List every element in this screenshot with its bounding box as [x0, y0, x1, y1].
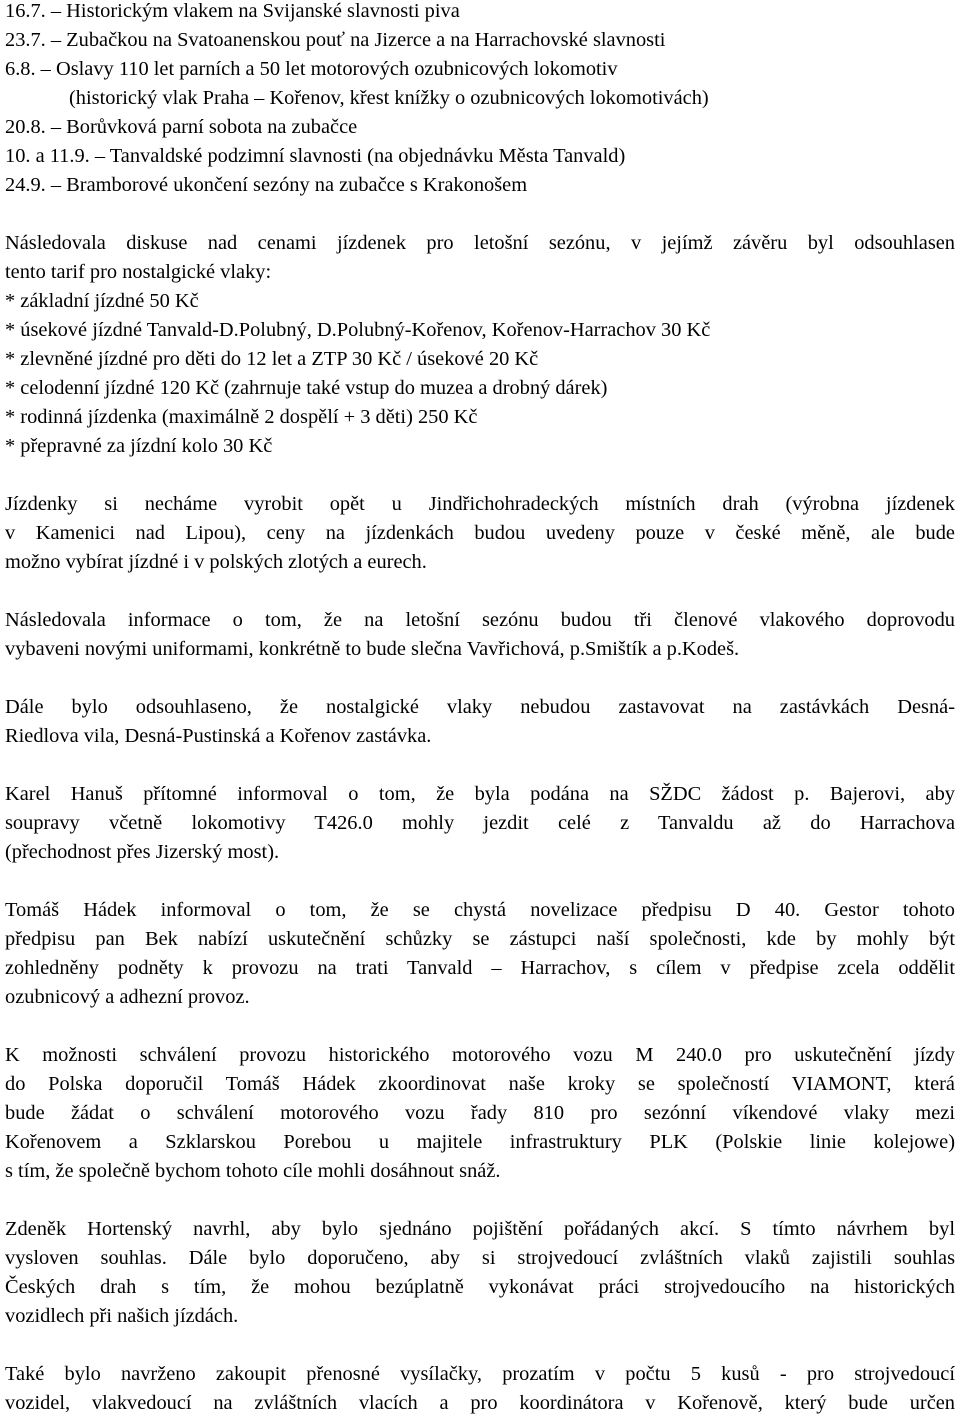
paragraph-line: zohledněny podněty k provozu na trati Tanvald – Harrachov, s cílem v předpise zcela oddělit	[5, 957, 955, 979]
paragraph-line: Zdeněk Hortenský navrhl, aby bylo sjednáno pojištění pořádaných akcí. S tímto návrhem byl	[5, 1218, 955, 1240]
event-item: 20.8. – Borůvková parní sobota na zubačce	[5, 116, 358, 138]
paragraph-line: v Kamenici nad Lipou), ceny na jízdenkách budou uvedeny pouze v české měně, ale bude	[5, 522, 955, 544]
paragraph-line: Jízdenky si necháme vyrobit opět u Jindřichohradeckých místních drah (výrobna jízdenek	[5, 493, 955, 515]
paragraph-line: možno vybírat jízdné i v polských zlotých a eurech.	[5, 551, 427, 573]
paragraph-line: do Polska doporučil Tomáš Hádek zkoordinovat naše kroky se společností VIAMONT, která	[5, 1073, 955, 1095]
paragraph-line: vysloven souhlas. Dále bylo doporučeno, aby si strojvedoucí zvláštních vlaků zajistili souhlas	[5, 1247, 955, 1269]
paragraph-line: Karel Hanuš přítomné informoval o tom, že byla podána na SŽDC žádost p. Bajerovi, aby	[5, 783, 955, 805]
paragraph-line: Českých drah s tím, že mohou bezúplatně vykonávat práci strojvedoucího na historických	[5, 1276, 955, 1298]
paragraph-line: soupravy včetně lokomotivy T426.0 mohly jezdit celé z Tanvaldu až do Harrachova	[5, 812, 955, 834]
paragraph-line: předpisu pan Bek nabízí uskutečnění schůzky se zástupci naší společnosti, kde by mohly být	[5, 928, 955, 950]
event-item: 23.7. – Zubačkou na Svatoanenskou pouť na Jizerce a na Harrachovské slavnosti	[5, 29, 666, 51]
paragraph-line: bude žádat o schválení motorového vozu řady 810 pro sezónní víkendové vlaky mezi	[5, 1102, 955, 1124]
tariff-item: * zlevněné jízdné pro děti do 12 let a ZTP 30 Kč / úsekové 20 Kč	[5, 348, 539, 370]
tariff-intro-line: Následovala diskuse nad cenami jízdenek pro letošní sezónu, v jejímž závěru byl odsouhlasen	[5, 232, 955, 254]
tariff-intro-line: tento tarif pro nostalgické vlaky:	[5, 261, 272, 283]
event-item: 10. a 11.9. – Tanvaldské podzimní slavnosti (na objednávku Města Tanvald)	[5, 145, 626, 167]
paragraph-line: Tomáš Hádek informoval o tom, že se chystá novelizace předpisu D 40. Gestor tohoto	[5, 899, 955, 921]
paragraph-line: (přechodnost přes Jizerský most).	[5, 841, 280, 863]
paragraph-line: ozubnicový a adhezní provoz.	[5, 986, 250, 1008]
paragraph-line: vozidel, vlakvedoucí na zvláštních vlacích a pro koordinátora v Kořenově, který bude určen	[5, 1392, 955, 1414]
paragraph-line: Také bylo navrženo zakoupit přenosné vysílačky, prozatím v počtu 5 kusů - pro strojvedoucí	[5, 1363, 955, 1385]
tariff-item: * celodenní jízdné 120 Kč (zahrnuje také vstup do muzea a drobný dárek)	[5, 377, 608, 399]
tariff-item: * rodinná jízdenka (maximálně 2 dospělí + 3 děti) 250 Kč	[5, 406, 478, 428]
paragraph-line: Kořenovem a Szklarskou Porebou u majitele infrastruktury PLK (Polskie linie kolejowe)	[5, 1131, 955, 1153]
paragraph-line: s tím, že společně bychom tohoto cíle mohli dosáhnout snáž.	[5, 1160, 501, 1182]
tariff-item: * přepravné za jízdní kolo 30 Kč	[5, 435, 273, 457]
paragraph-line: Riedlova vila, Desná-Pustinská a Kořenov zastávka.	[5, 725, 432, 747]
event-item: 6.8. – Oslavy 110 let parních a 50 let motorových ozubnicových lokomotiv	[5, 58, 618, 80]
event-item: 16.7. – Historickým vlakem na Svijanské slavnosti piva	[5, 0, 460, 22]
paragraph-line: vozidlech při našich jízdách.	[5, 1305, 239, 1327]
paragraph-line: Dále bylo odsouhlaseno, že nostalgické vlaky nebudou zastavovat na zastávkách Desná-	[5, 696, 955, 718]
event-item: 24.9. – Bramborové ukončení sezóny na zubačce s Krakonošem	[5, 174, 528, 196]
paragraph-line: vybaveni novými uniformami, konkrétně to bude slečna Vavřichová, p.Smištík a p.Kodeš.	[5, 638, 740, 660]
event-item-continuation: (historický vlak Praha – Kořenov, křest knížky o ozubnicových lokomotivách)	[69, 87, 709, 109]
paragraph-line: K možnosti schválení provozu historického motorového vozu M 240.0 pro uskutečnění jízdy	[5, 1044, 955, 1066]
tariff-item: * základní jízdné 50 Kč	[5, 290, 199, 312]
tariff-item: * úsekové jízdné Tanvald-D.Polubný, D.Polubný-Kořenov, Kořenov-Harrachov 30 Kč	[5, 319, 711, 341]
paragraph-line: Následovala informace o tom, že na letošní sezónu budou tři členové vlakového doprovodu	[5, 609, 955, 631]
